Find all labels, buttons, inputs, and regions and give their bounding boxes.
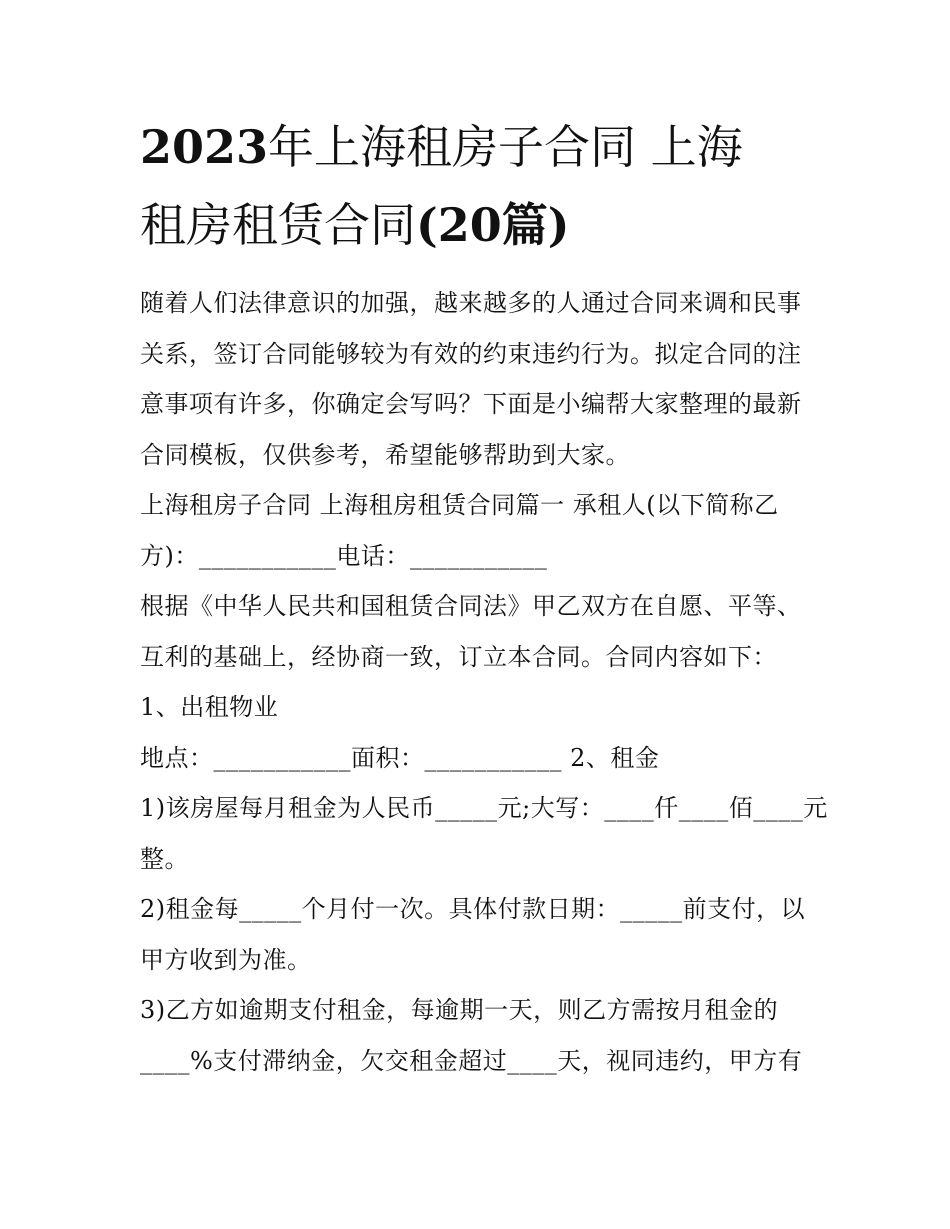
text-line: 1、出租物业 [140, 693, 279, 721]
text-line: 随着人们法律意识的加强，越来越多的人通过合同来调和民事 [140, 289, 802, 317]
intro-paragraph [140, 278, 820, 480]
text-line: 整。 [140, 844, 189, 873]
document-title [140, 108, 820, 264]
rent-clause-2 [140, 884, 820, 985]
basis-paragraph [140, 581, 820, 682]
title-count: (20 [416, 198, 502, 252]
text-line: 互利的基础上，经协商一致，订立本合同。合同内容如下： [140, 642, 777, 671]
title-text-2: 租房租赁合同 [140, 198, 416, 252]
text-line: 意事项有许多，你确定会写吗？下面是小编帮大家整理的最新 [140, 390, 802, 418]
text-line: 上海租房子合同 上海租房租赁合同篇一 承租人(以下简称乙 [140, 491, 779, 519]
location-area-paragraph [140, 733, 820, 784]
text-line: 根据《中华人民共和国租赁合同法》甲乙双方在自愿、平等、 [140, 592, 802, 620]
rent-clause-3 [140, 985, 820, 1086]
title-year: 2023 [140, 120, 269, 174]
text-line: ____%支付滞纳金，欠交租金超过____天，视同违约，甲方有 [140, 1046, 803, 1075]
title-line-2 [140, 186, 820, 264]
text-line: 地点：___________面积：___________ 2、租金 [140, 743, 660, 772]
text-line: 关系，签订合同能够较为有效的约束违约行为。拟定合同的注 [140, 339, 802, 368]
text-line: 合同模板，仅供参考，希望能够帮助到大家。 [140, 440, 630, 469]
text-line: 方)：___________电话：___________ [140, 541, 548, 570]
rent-clause-1 [140, 783, 828, 884]
section-heading-property [140, 682, 820, 733]
title-text-1: 年上海租房子合同 上海 [268, 120, 743, 174]
text-line: 2)租金每_____个月付一次。具体付款日期：_____前支付，以 [140, 895, 806, 923]
tenant-paragraph [140, 480, 820, 581]
text-line: 1)该房屋每月租金为人民币_____元;大写：____仟____佰____元 [140, 794, 828, 822]
text-line: 3)乙方如逾期支付租金，每逾期一天，则乙方需按月租金的 [140, 996, 779, 1024]
title-line-1 [140, 108, 820, 186]
document-content [140, 108, 828, 1086]
text-line: 甲方收到为准。 [140, 945, 312, 974]
title-count-unit: 篇) [501, 198, 570, 252]
